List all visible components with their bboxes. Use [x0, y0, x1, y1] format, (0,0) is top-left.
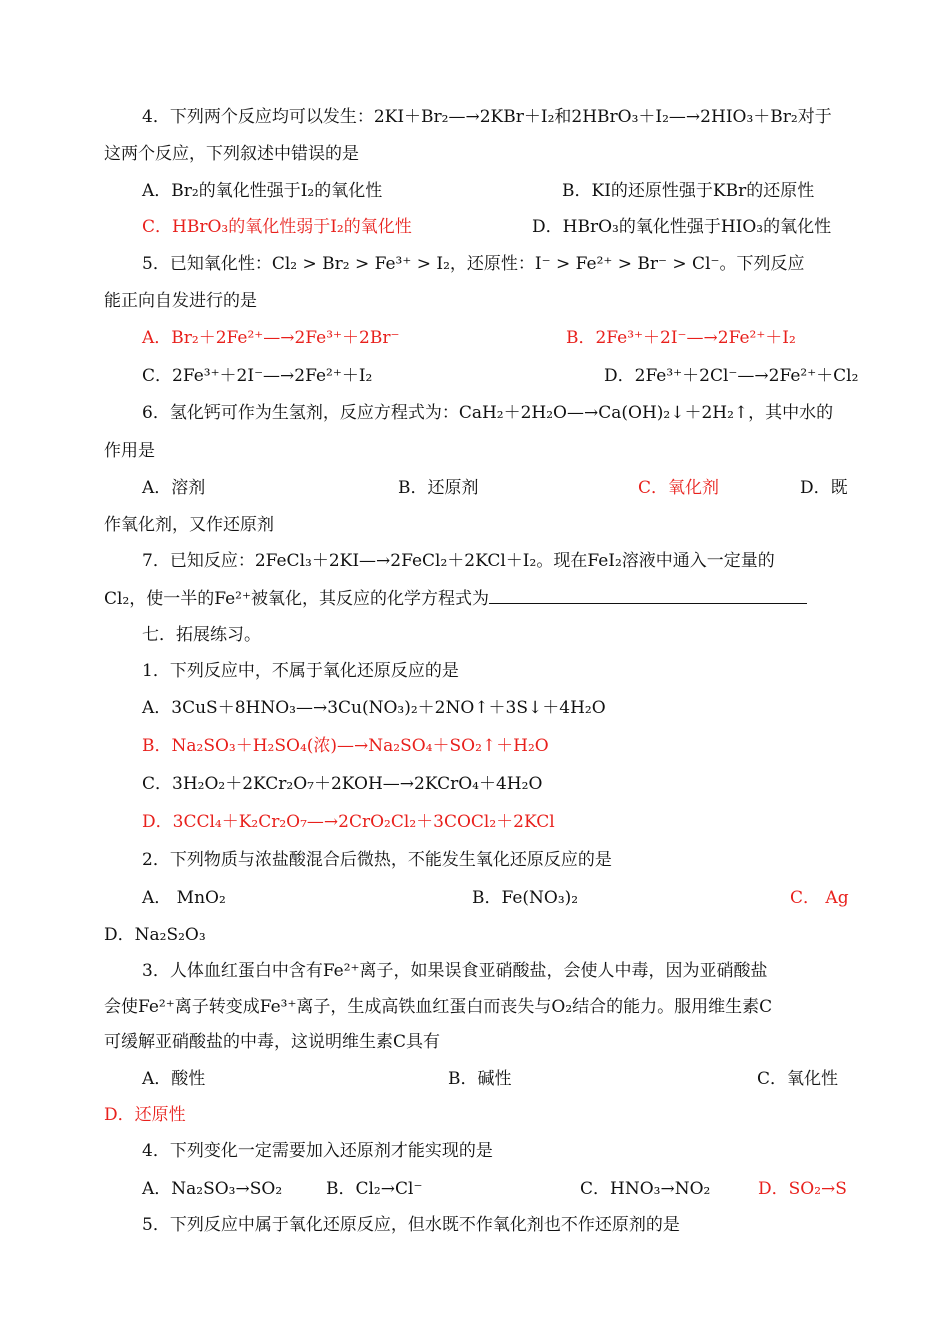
ex3-option-b: B．碱性: [448, 1069, 512, 1089]
q6-option-c-answer: C．氧化剂: [638, 478, 720, 498]
ex5-stem: 5．下列反应中属于氧化还原反应，但水既不作氧化剂也不作还原剂的是: [142, 1215, 680, 1235]
q5-option-d: D．2Fe³⁺＋2Cl⁻—→2Fe²⁺＋Cl₂: [604, 366, 859, 386]
ex1-stem: 1．下列反应中，不属于氧化还原反应的是: [142, 661, 459, 681]
q6-option-d-cont: 作氧化剂，又作还原剂: [104, 515, 274, 535]
q4-option-c-answer: C．HBrO₃的氧化性弱于I₂的氧化性: [142, 217, 412, 237]
q5-option-c: C．2Fe³⁺＋2I⁻—→2Fe²⁺＋I₂: [142, 366, 373, 386]
q6-option-d: D．既: [800, 478, 848, 498]
answer-blank: [489, 587, 807, 604]
ex4-option-b: B．Cl₂→Cl⁻: [326, 1179, 423, 1199]
q7-stem-line1: 7．已知反应：2FeCl₃＋2KI—→2FeCl₂＋2KCl＋I₂。现在FeI₂溶液中通入一定量的: [142, 551, 775, 571]
q7-stem-line2: [104, 587, 807, 610]
ex3-stem-line1: 3．人体血红蛋白中含有Fe²⁺离子，如果误食亚硝酸盐，会使人中毒，因为亚硝酸盐: [142, 961, 768, 981]
q4-option-d: D．HBrO₃的氧化性强于HIO₃的氧化性: [532, 217, 832, 237]
ex4-option-a: A．Na₂SO₃→SO₂: [142, 1179, 283, 1199]
q6-stem-line1: 6．氢化钙可作为生氢剂，反应方程式为：CaH₂＋2H₂O—→Ca(OH)₂↓＋2H₂↑，其中水的: [142, 403, 834, 423]
ex2-option-a: A． MnO₂: [142, 888, 226, 908]
ex4-stem: 4．下列变化一定需要加入还原剂才能实现的是: [142, 1141, 493, 1161]
q5-option-b-answer: B．2Fe³⁺＋2I⁻—→2Fe²⁺＋I₂: [566, 328, 796, 348]
ex2-option-b: B．Fe(NO₃)₂: [472, 888, 579, 908]
ex2-option-c-answer: C． Ag: [790, 888, 849, 908]
ex1-option-c: C．3H₂O₂＋2KCr₂O₇＋2KOH—→2KCrO₄＋4H₂O: [142, 774, 543, 794]
q4-stem-line1: 4．下列两个反应均可以发生：2KI＋Br₂—→2KBr＋I₂和2HBrO₃＋I₂—→2HIO₃＋Br₂对于: [142, 107, 832, 127]
ex3-stem-line2: 会使Fe²⁺离子转变成Fe³⁺离子，生成高铁血红蛋白而丧失与O₂结合的能力。服用维生素C: [104, 997, 773, 1017]
ex4-option-d-answer: D．SO₂→S: [758, 1179, 847, 1199]
q4-stem-line2: 这两个反应，下列叙述中错误的是: [104, 144, 359, 164]
ex3-stem-line3: 可缓解亚硝酸盐的中毒，这说明维生素C具有: [104, 1032, 441, 1052]
ex4-option-c: C．HNO₃→NO₂: [580, 1179, 711, 1199]
section-7-heading: 七．拓展练习。: [142, 625, 261, 645]
ex3-option-d-answer: D．还原性: [104, 1105, 186, 1125]
q5-stem-line2: 能正向自发进行的是: [104, 291, 257, 311]
q4-option-b: B．KI的还原性强于KBr的还原性: [562, 181, 815, 201]
q7-stem-text: Cl₂，使一半的Fe²⁺被氧化，其反应的化学方程式为: [104, 589, 489, 609]
ex2-option-d: D．Na₂S₂O₃: [104, 925, 206, 945]
ex1-option-d-answer: D．3CCl₄＋K₂Cr₂O₇—→2CrO₂Cl₂＋3COCl₂＋2KCl: [142, 812, 555, 832]
ex3-option-a: A．酸性: [142, 1069, 206, 1089]
q5-option-a-answer: A．Br₂＋2Fe²⁺—→2Fe³⁺＋2Br⁻: [142, 328, 400, 348]
ex2-stem: 2．下列物质与浓盐酸混合后微热，不能发生氧化还原反应的是: [142, 850, 612, 870]
q5-stem-line1: 5．已知氧化性：Cl₂ > Br₂ > Fe³⁺ > I₂，还原性：I⁻ > Fe²⁺ > Br⁻ > Cl⁻。下列反应: [142, 254, 805, 274]
ex1-option-b-answer: B．Na₂SO₃＋H₂SO₄(浓)—→Na₂SO₄＋SO₂↑＋H₂O: [142, 736, 549, 756]
ex1-option-a: A．3CuS＋8HNO₃—→3Cu(NO₃)₂＋2NO↑＋3S↓＋4H₂O: [142, 698, 606, 718]
q6-option-b: B．还原剂: [398, 478, 479, 498]
q6-option-a: A．溶剂: [142, 478, 206, 498]
q4-option-a: A．Br₂的氧化性强于I₂的氧化性: [142, 181, 383, 201]
ex3-option-c: C．氧化性: [757, 1069, 839, 1089]
q6-stem-line2: 作用是: [104, 441, 155, 461]
